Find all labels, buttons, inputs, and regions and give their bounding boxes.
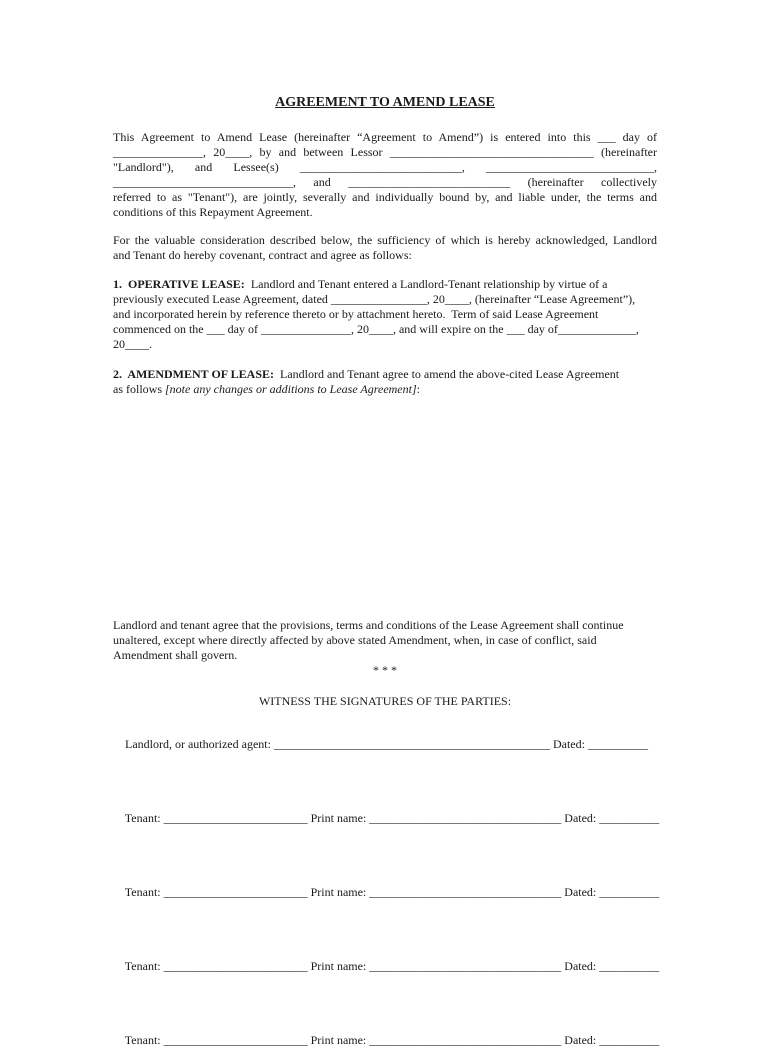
tenant-signature-row <box>113 796 660 841</box>
text-line: For the valuable consideration described below, the sufficiency of which is hereby acknowledged, Landlord <box>113 233 657 247</box>
text-line: Amendment shall govern. <box>113 648 238 662</box>
print-name-blank[interactable]: ________________________________ <box>366 811 565 825</box>
tenant-signature-row <box>113 870 660 915</box>
continuation-paragraph <box>113 618 657 663</box>
signatory-label: Tenant: <box>124 811 161 825</box>
dated-label: Dated: <box>564 1033 597 1047</box>
tenant-signature-row <box>113 1018 660 1063</box>
text-line: commenced on the ___ day of _______________, 20____, and will expire on the ___ day of_____________, <box>113 322 639 336</box>
print-name-blank[interactable]: ________________________________ <box>366 959 565 973</box>
section-operative-lease <box>113 277 657 352</box>
intro-paragraph <box>113 130 657 220</box>
text-line <box>113 367 657 382</box>
signature-line-blank[interactable]: ______________________________________________ <box>270 737 553 751</box>
date-blank[interactable]: __________ <box>596 811 660 825</box>
text-line <box>113 382 657 397</box>
witness-heading: WITNESS THE SIGNATURES OF THE PARTIES: <box>258 694 512 708</box>
text-line: 20____. <box>113 337 152 351</box>
print-name-label: Print name: <box>310 1033 367 1047</box>
landlord-signature-row <box>113 722 657 767</box>
signatory-label: Tenant: <box>124 885 161 899</box>
signature-line-blank[interactable]: ________________________ <box>160 811 311 825</box>
amendment-note-suffix: : <box>416 382 420 396</box>
signature-line-blank[interactable]: ________________________ <box>160 1033 311 1047</box>
dated-label: Dated: <box>552 737 585 751</box>
text-line: referred to as "Tenant"), are jointly, severally and individually bound by, and liable under, the terms and <box>113 190 657 204</box>
amendment-note-italic: [note any changes or additions to Lease Agreement] <box>165 382 417 396</box>
text-line: _______________, 20____, by and between Lessor __________________________________ (hereinafter <box>113 145 657 159</box>
text-line: previously executed Lease Agreement, dated ________________, 20____, (hereinafter “Lease Agreement”), <box>113 292 636 306</box>
text-line <box>113 277 657 292</box>
text-line: and Tenant do hereby covenant, contract and agree as follows: <box>113 248 412 262</box>
section-amendment-of-lease <box>113 367 657 397</box>
section-1-heading: 1. OPERATIVE LEASE: <box>113 277 245 291</box>
print-name-blank[interactable]: ________________________________ <box>366 1033 565 1047</box>
text-line: This Agreement to Amend Lease (hereinafter “Agreement to Amend”) is entered into this ___ day of <box>113 130 657 144</box>
dated-label: Dated: <box>564 959 597 973</box>
tenant-signature-row <box>113 944 660 989</box>
dated-label: Dated: <box>564 885 597 899</box>
text-line: ______________________________, and ___________________________ (hereinafter collectively <box>113 175 657 189</box>
text-line: conditions of this Repayment Agreement. <box>113 205 313 219</box>
signatory-label: Tenant: <box>124 959 161 973</box>
signature-line-blank[interactable]: ________________________ <box>160 959 311 973</box>
text-line: Landlord and tenant agree that the provisions, terms and conditions of the Lease Agreement shall continue <box>113 618 624 632</box>
text-line: "Landlord"), and Lessee(s) ___________________________, ____________________________, <box>113 160 657 174</box>
date-blank[interactable]: __________ <box>596 1033 660 1047</box>
signature-line-blank[interactable]: ________________________ <box>160 885 311 899</box>
date-blank[interactable]: __________ <box>596 885 660 899</box>
section-2-heading-text: Landlord and Tenant agree to amend the above-cited Lease Agreement <box>274 367 620 381</box>
text-line: and incorporated herein by reference thereto or by attachment hereto. Term of said Lease Agreement <box>113 307 599 321</box>
asterisk-separator: * * * <box>373 663 397 677</box>
print-name-label: Print name: <box>310 811 367 825</box>
signatory-label: Tenant: <box>124 1033 161 1047</box>
print-name-blank[interactable]: ________________________________ <box>366 885 565 899</box>
text-line: unaltered, except where directly affected by above stated Amendment, when, in case of conflict, said <box>113 633 597 647</box>
dated-label: Dated: <box>564 811 597 825</box>
print-name-label: Print name: <box>310 959 367 973</box>
signatory-label: Landlord, or authorized agent: <box>125 737 271 751</box>
date-blank[interactable]: __________ <box>596 959 660 973</box>
consideration-paragraph <box>113 233 657 263</box>
section-1-heading-text: Landlord and Tenant entered a Landlord-Tenant relationship by virtue of a <box>244 277 608 291</box>
amendment-note-prefix: as follows <box>113 382 165 396</box>
document-title: AGREEMENT TO AMEND LEASE <box>275 95 495 110</box>
date-blank[interactable]: __________ <box>584 737 648 751</box>
section-2-heading: 2. AMENDMENT OF LEASE: <box>113 367 275 381</box>
print-name-label: Print name: <box>310 885 367 899</box>
